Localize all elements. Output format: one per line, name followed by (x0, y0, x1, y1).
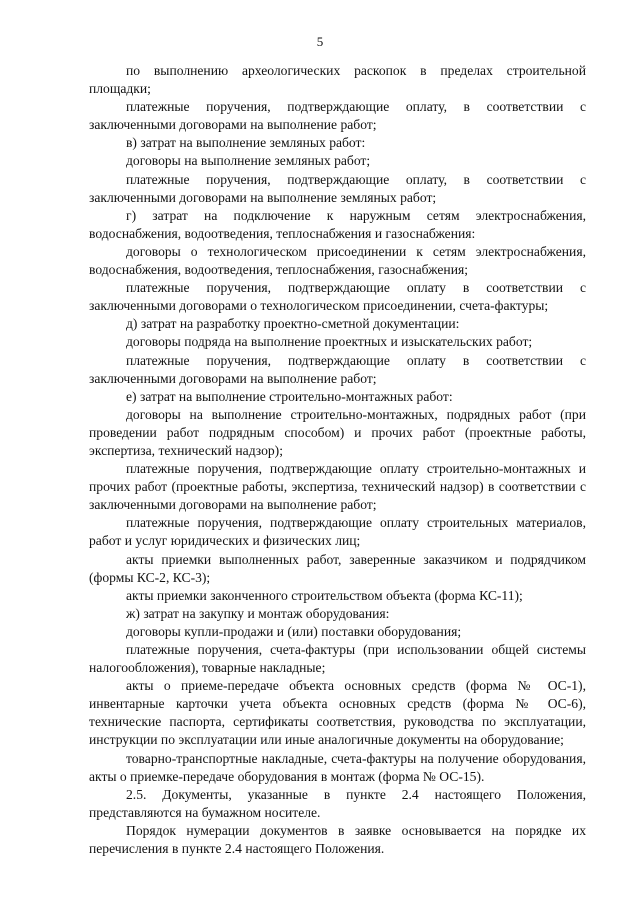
paragraph: акты приемки законченного строительством объекта (форма КС-11); (126, 587, 523, 603)
paragraph: платежные поручения, подтверждающие оплату строительно-монтажных и прочих работ (проектные работы, экспертиза, технический надзор) в соответствии с заключенными договорами на выполнение работ; (89, 461, 586, 513)
paragraph: договоры на выполнение строительно-монтажных, подрядных работ (при проведении работ подрядным способом) и прочих работ (проектные работы, экспертиза, технический надзор); (89, 406, 586, 458)
paragraph: акты приемки выполненных работ, заверенные заказчиком и подрядчиком (формы КС-2, КС-3); (89, 551, 586, 585)
paragraph: платежные поручения, счета-фактуры (при использовании общей системы налогообложения), товарные накладные; (89, 642, 586, 676)
paragraph: платежные поручения, подтверждающие оплату в соответствии с заключенными договорами о технологическом присоединении, счета-фактуры; (89, 280, 586, 314)
paragraph: ж) затрат на закупку и монтаж оборудования: (126, 605, 390, 621)
paragraph: 2.5. Документы, указанные в пункте 2.4 настоящего Положения, представляются на бумажном носителе. (89, 786, 586, 820)
paragraph: товарно-транспортные накладные, счета-фактуры на получение оборудования, акты о приемке-передаче оборудования в монтаж (форма № ОС-15). (89, 750, 586, 784)
paragraph: договоры о технологическом присоединении к сетям электроснабжения, водоснабжения, водоотведения, теплоснабжения, газоснабжения; (89, 243, 586, 278)
paragraph: по выполнению археологических раскопок в пределах строительной площадки; (89, 63, 586, 97)
paragraph: в) затрат на выполнение земляных работ: (126, 135, 366, 151)
paragraph: Порядок нумерации документов в заявке основывается на порядке их перечисления в пункте 2.4 настоящего Положения. (89, 822, 586, 857)
paragraph: е) затрат на выполнение строительно-монтажных работ: (126, 388, 453, 404)
paragraph: платежные поручения, подтверждающие оплату в соответствии с заключенными договорами на выполнение работ; (89, 352, 586, 386)
paragraph: договоры на выполнение земляных работ; (126, 153, 371, 169)
paragraph: д) затрат на разработку проектно-сметной документации: (126, 316, 460, 332)
paragraph: г) затрат на подключение к наружным сетям электроснабжения, водоснабжения, водоотведения, теплоснабжения и газоснабжения: (89, 207, 586, 241)
paragraph: платежные поручения, подтверждающие оплату, в соответствии с заключенными договорами на выполнение работ; (89, 99, 586, 133)
document-body (89, 62, 586, 858)
page-number: 5 (316, 34, 324, 49)
paragraph: платежные поручения, подтверждающие оплату строительных материалов, работ и услуг юридических и физических лиц; (89, 515, 586, 549)
paragraph: договоры подряда на выполнение проектных и изыскательских работ; (126, 334, 533, 350)
paragraph: платежные поручения, подтверждающие оплату, в соответствии с заключенными договорами на выполнение земляных работ; (89, 171, 586, 205)
paragraph: акты о приеме-передаче объекта основных средств (форма № ОС-1), инвентарные карточки учета объекта основных средств (форма № ОС-6), технические паспорта, сертификаты соответствия, руководства по эксплуатации, инструкции по эксплуатации или иные аналогичные документы на оборудование; (89, 678, 586, 748)
paragraph: договоры купли-продажи и (или) поставки оборудования; (126, 623, 462, 639)
